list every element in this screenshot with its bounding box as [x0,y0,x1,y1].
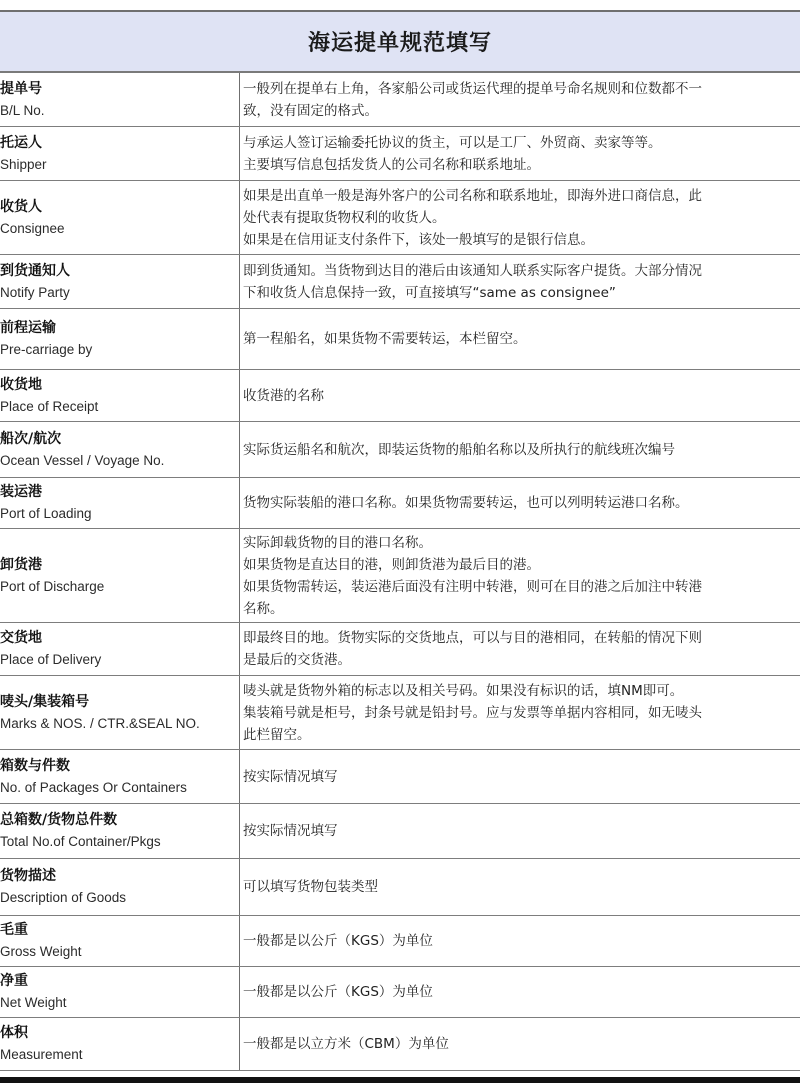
description-line: 一般都是以公斤（KGS）为单位 [243,984,433,1000]
table-row [0,422,800,478]
field-name-english: Net Weight [0,995,67,1010]
table-row [0,1018,800,1071]
description-line: 名称。 [243,600,284,617]
description-line: 如果货物是直达目的港，则卸货港为最后目的港。 [243,556,540,573]
field-description-cell [240,181,800,254]
table-row [0,623,800,676]
field-name-english: Pre-carriage by [0,342,93,357]
bottom-divider [0,1077,800,1083]
field-name-chinese: 总箱数/货物总件数 [0,812,118,828]
bill-of-lading-guide-table [0,10,800,1071]
field-description-cell [240,916,800,966]
field-description-cell [240,255,800,308]
description-line: 与承运人签订运输委托协议的货主，可以是工厂、外贸商、卖家等等。 [243,134,662,151]
field-name-chinese: 卸货港 [0,556,42,573]
description-line: 主要填写信息包括发货人的公司名称和联系地址。 [243,156,540,173]
field-label-cell [0,1018,240,1070]
table-row [0,478,800,529]
field-label-cell [0,750,240,803]
field-description-cell [240,370,800,421]
description-line: 按实际情况填写 [243,823,338,839]
field-label-cell [0,73,240,126]
field-name-english: B/L No. [0,102,45,118]
description-line: 如果货物需转运，装运港后面没有注明中转港，则可在目的港之后加注中转港 [243,578,702,595]
field-description-cell [240,127,800,180]
description-line: 实际货运船名和航次，即装运货物的船舶名称以及所执行的航线班次编号 [243,441,675,458]
field-name-english: Consignee [0,220,65,236]
field-name-chinese: 净重 [0,973,28,989]
description-line: 集装箱号就是柜号，封条号就是铅封号。应与发票等单据内容相同，如无唛头 [243,704,702,721]
description-line: 货物实际装船的港口名称。如果货物需要转运，也可以列明转运港口名称。 [243,495,689,511]
description-line: 处代表有提取货物权利的收货人。 [243,209,446,226]
field-name-chinese: 前程运输 [0,320,56,336]
field-description-cell [240,750,800,803]
field-name-english: Place of Delivery [0,652,102,667]
description-line: 按实际情况填写 [243,768,338,785]
field-label-cell [0,804,240,858]
description-line: 如果是在信用证支付条件下，该处一般填写的是银行信息。 [243,231,594,248]
table-row [0,127,800,181]
field-name-chinese: 装运港 [0,484,42,500]
field-description-cell [240,623,800,675]
table-row [0,967,800,1018]
field-label-cell [0,529,240,622]
field-label-cell [0,967,240,1017]
field-label-cell [0,181,240,254]
description-line: 即到货通知。当货物到达目的港后由该通知人联系实际客户提货。大部分情况 [243,262,702,279]
field-name-chinese: 到货通知人 [0,262,70,279]
table-title: 海运提单规范填写 [0,12,800,73]
field-name-english: Measurement [0,1047,83,1062]
field-label-cell [0,370,240,421]
table-row [0,750,800,804]
field-name-english: Notify Party [0,284,70,300]
field-name-english: Port of Loading [0,506,92,521]
table-row [0,859,800,916]
field-description-cell [240,967,800,1017]
field-label-cell [0,916,240,966]
description-line: 即最终目的地。货物实际的交货地点，可以与目的港相同，在转船的情况下则 [243,630,702,646]
field-description-cell [240,859,800,915]
field-label-cell [0,859,240,915]
table-body [0,73,800,1071]
field-name-english: Gross Weight [0,944,82,959]
description-line: 唛头就是货物外箱的标志以及相关号码。如果没有标识的话，填NM即可。 [243,682,684,699]
table-row [0,804,800,859]
field-name-chinese: 收货人 [0,198,42,215]
field-name-chinese: 箱数与件数 [0,757,70,774]
field-name-english: Total No.of Container/Pkgs [0,834,161,849]
description-line: 致，没有固定的格式。 [243,102,378,119]
field-label-cell [0,309,240,369]
description-line: 一般列在提单右上角，各家船公司或货运代理的提单号命名规则和位数都不一 [243,80,702,97]
table-row [0,676,800,750]
field-description-cell [240,309,800,369]
field-description-cell [240,676,800,749]
field-description-cell [240,529,800,622]
field-description-cell [240,73,800,126]
field-name-english: Description of Goods [0,890,127,905]
field-name-english: Marks & NOS. / CTR.&SEAL NO. [0,715,200,731]
field-name-english: Place of Receipt [0,398,99,414]
table-row [0,916,800,967]
field-label-cell [0,478,240,528]
description-line: 此栏留空。 [243,726,311,743]
table-row [0,255,800,309]
field-name-chinese: 提单号 [0,80,42,97]
description-line: 收货港的名称 [243,387,324,404]
description-line: 一般都是以立方米（CBM）为单位 [243,1036,449,1052]
field-description-cell [240,804,800,858]
field-name-chinese: 收货地 [0,376,42,393]
description-line: 可以填写货物包装类型 [243,879,378,895]
field-name-english: Ocean Vessel / Voyage No. [0,452,165,468]
field-name-chinese: 体积 [0,1025,28,1041]
field-name-chinese: 船次/航次 [0,430,62,447]
field-label-cell [0,255,240,308]
table-row [0,529,800,623]
field-name-chinese: 托运人 [0,134,42,151]
table-row [0,73,800,127]
field-name-chinese: 唛头/集装箱号 [0,693,90,710]
field-name-chinese: 毛重 [0,922,28,938]
description-line: 第一程船名，如果货物不需要转运，本栏留空。 [243,331,527,347]
field-label-cell [0,127,240,180]
description-line: 如果是出直单一般是海外客户的公司名称和联系地址，即海外进口商信息，此 [243,187,702,204]
table-row [0,309,800,370]
table-row [0,181,800,255]
field-description-cell [240,1018,800,1070]
field-name-english: Shipper [0,156,47,172]
field-label-cell [0,422,240,477]
description-line: 一般都是以公斤（KGS）为单位 [243,933,433,949]
field-name-chinese: 货物描述 [0,868,56,884]
table-row [0,370,800,422]
field-label-cell [0,623,240,675]
field-label-cell [0,676,240,749]
field-description-cell [240,478,800,528]
field-name-chinese: 交货地 [0,630,42,646]
description-line: 下和收货人信息保持一致，可直接填写“same as consignee” [243,284,616,301]
field-name-english: Port of Discharge [0,578,105,594]
field-name-english: No. of Packages Or Containers [0,779,187,795]
field-description-cell [240,422,800,477]
description-line: 实际卸载货物的目的港口名称。 [243,534,432,551]
description-line: 是最后的交货港。 [243,652,351,668]
